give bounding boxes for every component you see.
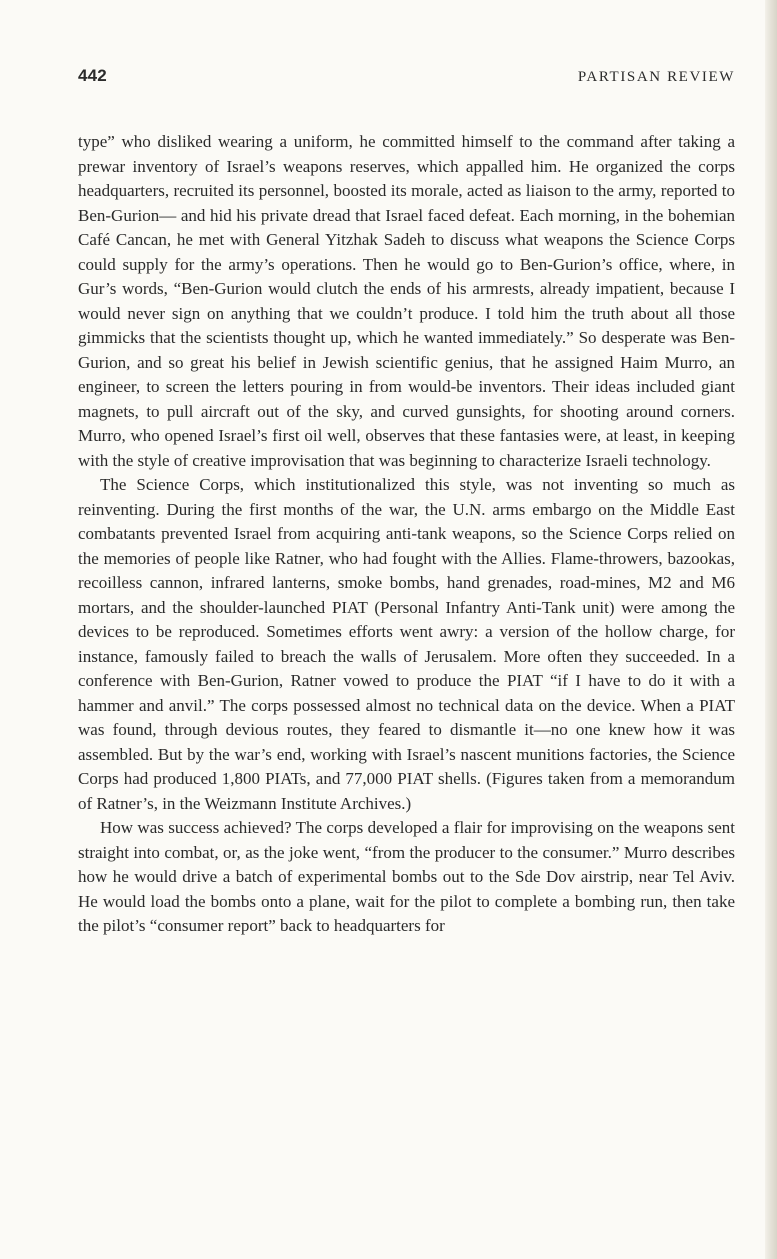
running-head — [78, 66, 735, 90]
paragraph: The Science Corps, which institutionalized this style, was not inventing so much as reinventing. During the first months of the war, the U.N. arms embargo on the Middle East combatants prevented Israel from acquiring anti-tank weapons, so the Science Corps relied on the memories of people like Ratner, who had fought with the Allies. Flame-throwers, bazookas, recoilless cannon, infrared lanterns, smoke bombs, hand grenades, road-mines, M2 and M6 mortars, and the shoulder-launched PIAT (Personal Infantry Anti-Tank unit) were among the devices to be reproduced. Sometimes efforts went awry: a version of the hollow charge, for instance, famously failed to breach the walls of Jerusalem. More often they succeeded. In a conference with Ben-Gurion, Ratner vowed to produce the PIAT “if I have to do it with a hammer and anvil.” The corps possessed almost no technical data on the device. When a PIAT was found, through devious routes, they feared to dismantle it—no one knew how it was assembled. But by the war’s end, working with Israel’s nascent munitions factories, the Science Corps had produced 1,800 PIATs, and 77,000 PIAT shells. (Figures taken from a memorandum of Ratner’s, in the Weizmann Institute Archives.) — [78, 475, 735, 813]
paragraph: type” who disliked wearing a uniform, he committed himself to the command after taking a prewar inventory of Israel’s weapons reserves, which appalled him. He organized the corps headquarters, recruited its personnel, boosted its morale, acted as liaison to the army, reported to Ben-Gurion— and hid his private dread that Israel faced defeat. Each morning, in the bohemian Café Cancan, he met with General Yitzhak Sadeh to discuss what weapons the Science Corps could supply for the army’s operations. Then he would go to Ben-Gurion’s office, where, in Gur’s words, “Ben-Gurion would clutch the ends of his armrests, already impatient, because I would never sign on anything that we couldn’t produce. I told him the truth about all those gimmicks that the scientists thought up, which he wanted immediately.” So desperate was Ben-Gurion, and so great his belief in Jewish scientific genius, that he assigned Haim Murro, an engineer, to screen the letters pouring in from would-be inventors. Their ideas included giant magnets, to pull aircraft out of the sky, and curved gunsights, for shooting around corners. Murro, who opened Israel’s first oil well, observes that these fantasies were, at least, in keeping with the style of creative improvisation that was beginning to characterize Israeli technology. — [78, 132, 735, 470]
paragraph: How was success achieved? The corps developed a flair for improvising on the weapons sent straight into combat, or, as the joke went, “from the producer to the consumer.” Murro describes how he would drive a batch of experimental bombs out to the Sde Dov airstrip, near Tel Aviv. He would load the bombs onto a plane, wait for the pilot to complete a bombing run, then take the pilot’s “consumer report” back to headquarters for — [78, 818, 735, 935]
journal-title: PARTISAN REVIEW — [577, 69, 735, 85]
page-edge-shadow — [765, 0, 777, 1259]
page-number: 442 — [78, 66, 107, 85]
body-text — [78, 130, 735, 939]
